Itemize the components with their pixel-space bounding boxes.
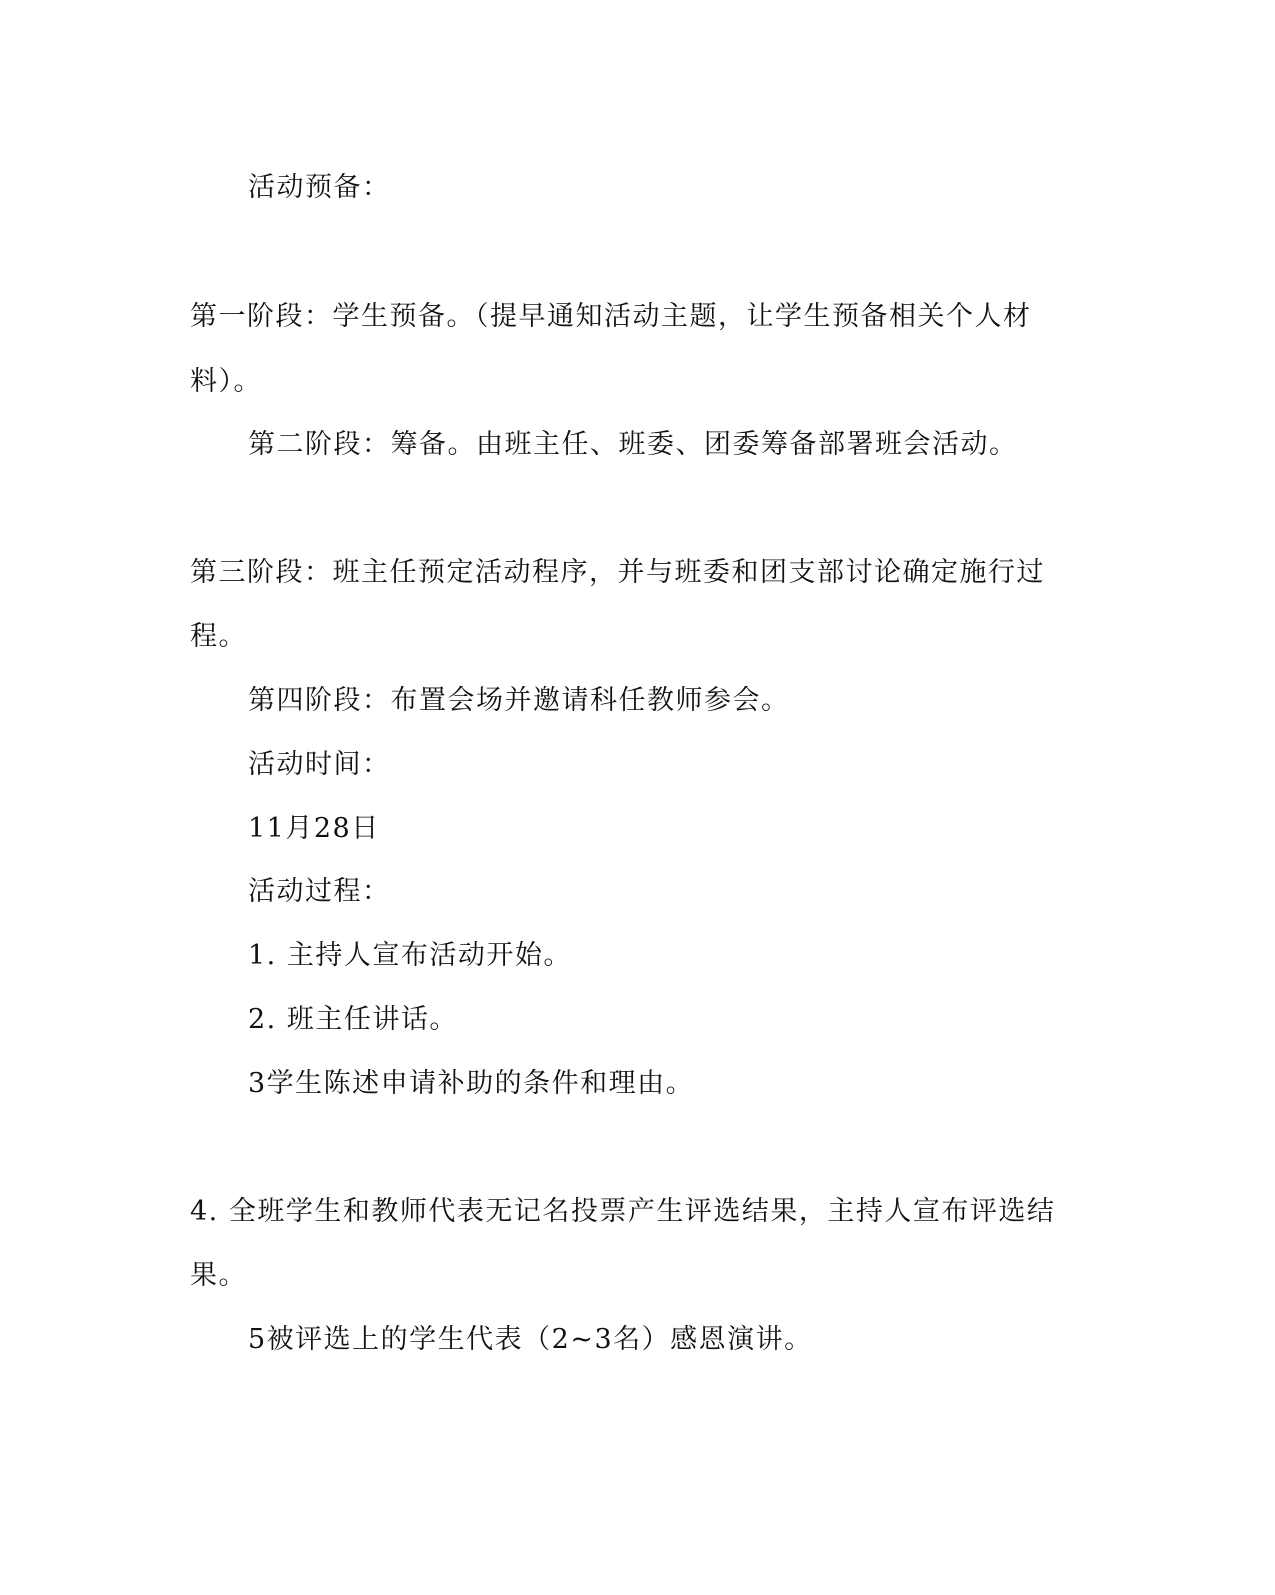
paragraph-stage-one: 第一阶段：学生预备。（提早通知活动主题，让学生预备相关个人材 [190, 301, 1032, 332]
paragraph-stage-four: 第四阶段：布置会场并邀请科任教师参会。 [248, 685, 790, 716]
process-step-1: 1. 主持人宣布活动开始。 [248, 940, 572, 971]
section-heading-process: 活动过程： [248, 876, 391, 907]
paragraph-stage-three: 第三阶段：班主任预定活动程序，并与班委和团支部讨论确定施行过 [190, 557, 1045, 588]
process-step-2: 2. 班主任讲话。 [248, 1004, 458, 1035]
process-step-4-continued: 果。 [190, 1260, 247, 1291]
process-step-5: 5被评选上的学生代表（2~3名）感恩演讲。 [248, 1324, 813, 1355]
process-step-3: 3学生陈述申请补助的条件和理由。 [248, 1068, 695, 1099]
section-heading-preparation: 活动预备： [248, 172, 391, 203]
process-step-4: 4. 全班学生和教师代表无记名投票产生评选结果，主持人宣布评选结 [190, 1196, 1056, 1227]
activity-date: 11月28日 [248, 813, 380, 844]
section-heading-time: 活动时间： [248, 749, 391, 780]
paragraph-stage-two: 第二阶段：筹备。由班主任、班委、团委筹备部署班会活动。 [248, 429, 1018, 460]
paragraph-stage-three-continued: 程。 [190, 621, 247, 652]
paragraph-stage-one-continued: 料）。 [190, 366, 262, 397]
